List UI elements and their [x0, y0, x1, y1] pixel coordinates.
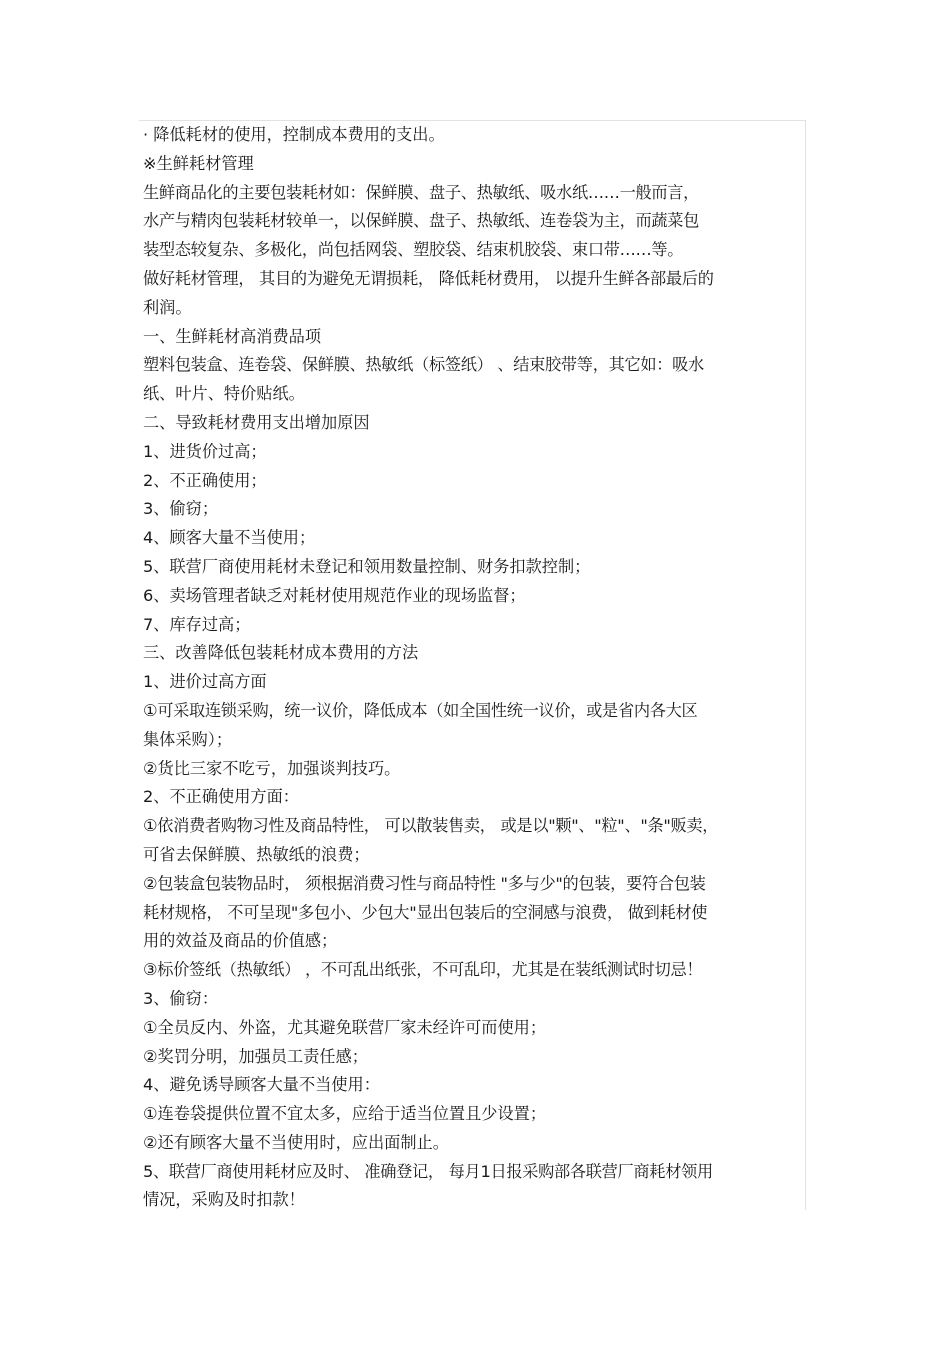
- text-line: 生鲜商品化的主要包装耗材如：保鲜膜、盘子、热敏纸、吸水纸……一般而言，: [143, 182, 700, 202]
- text-line: ①全员反内、外盗，尤其避免联营厂家未经许可而使用；: [143, 1017, 547, 1037]
- list-item: 5、联营厂商使用耗材应及时、 准确登记， 每月1日报采购部各联营厂商耗材领用: [143, 1161, 713, 1181]
- section-heading: 三、改善降低包装耗材成本费用的方法: [143, 643, 419, 663]
- list-item: 1、进货价过高；: [143, 441, 267, 461]
- list-item: 4、顾客大量不当使用；: [143, 528, 316, 548]
- list-item: 7、库存过高；: [143, 614, 251, 634]
- text-line: ①依消费者购物习性及商品特性， 可以散装售卖， 或是以"颗"、"粒"、"条"贩卖，: [143, 816, 719, 836]
- text-line: 纸、叶片、特价贴纸。: [143, 384, 305, 404]
- text-line: ②奖罚分明，加强员工责任感；: [143, 1046, 368, 1066]
- text-line: ①连卷袋提供位置不宜太多，应给于适当位置且少设置；: [143, 1104, 547, 1124]
- text-line: ②包装盒包装物品时， 须根据消费习性与商品特性 "多与少"的包装，要符合包装: [143, 873, 706, 893]
- list-item: 4、避免诱导顾客大量不当使用：: [143, 1075, 380, 1095]
- list-item: 1、进价过高方面: [143, 672, 267, 692]
- text-line: 集体采购）；: [143, 729, 233, 749]
- section-heading: ※生鲜耗材管理: [143, 153, 254, 173]
- list-item: 6、卖场管理者缺乏对耗材使用规范作业的现场监督；: [143, 585, 526, 605]
- text-line: · 降低耗材的使用，控制成本费用的支出。: [143, 125, 445, 144]
- text-line: 装型态较复杂、多极化，尚包括网袋、塑胶袋、结束机胶袋、束口带……等。: [143, 240, 684, 260]
- text-line: 做好耗材管理， 其目的为避免无谓损耗， 降低耗材费用， 以提升生鲜各部最后的: [143, 268, 714, 288]
- text-line: 可省去保鲜膜、热敏纸的浪费；: [143, 844, 370, 864]
- list-item: 5、联营厂商使用耗材未登记和领用数量控制、财务扣款控制；: [143, 556, 591, 576]
- list-item: 3、偷窃；: [143, 499, 219, 519]
- list-item: 2、不正确使用方面：: [143, 787, 299, 807]
- text-line: ②货比三家不吃亏，加强谈判技巧。: [143, 758, 401, 778]
- section-heading: 一、生鲜耗材高消费品项: [143, 326, 322, 346]
- text-line: 情况，采购及时扣款！: [143, 1190, 305, 1210]
- section-heading: 二、导致耗材费用支出增加原因: [143, 412, 370, 432]
- text-line: ③标价签纸（热敏纸） ，不可乱出纸张，不可乱印，尤其是在装纸测试时切忌！: [143, 960, 703, 980]
- document-body: [143, 121, 805, 1215]
- text-line: 水产与精肉包装耗材较单一，以保鲜膜、盘子、热敏纸、连卷袋为主，而蔬菜包: [143, 211, 700, 231]
- text-line: ②还有顾客大量不当使用时，应出面制止。: [143, 1132, 449, 1152]
- list-item: 2、不正确使用；: [143, 470, 267, 490]
- text-line: ①可采取连锁采购，统一议价，降低成本（如全国性统一议价，或是省内各大区: [143, 700, 698, 720]
- text-line: 利润。: [143, 297, 192, 317]
- text-line: 耗材规格， 不可呈现"多包小、少包大"显出包装后的空洞感与浪费， 做到耗材使: [143, 902, 708, 922]
- list-item: 3、偷窃：: [143, 988, 219, 1008]
- text-line: 塑料包装盒、连卷袋、保鲜膜、热敏纸（标签纸） 、结束胶带等，其它如：吸水: [143, 355, 704, 375]
- text-line: 用的效益及商品的价值感；: [143, 931, 338, 951]
